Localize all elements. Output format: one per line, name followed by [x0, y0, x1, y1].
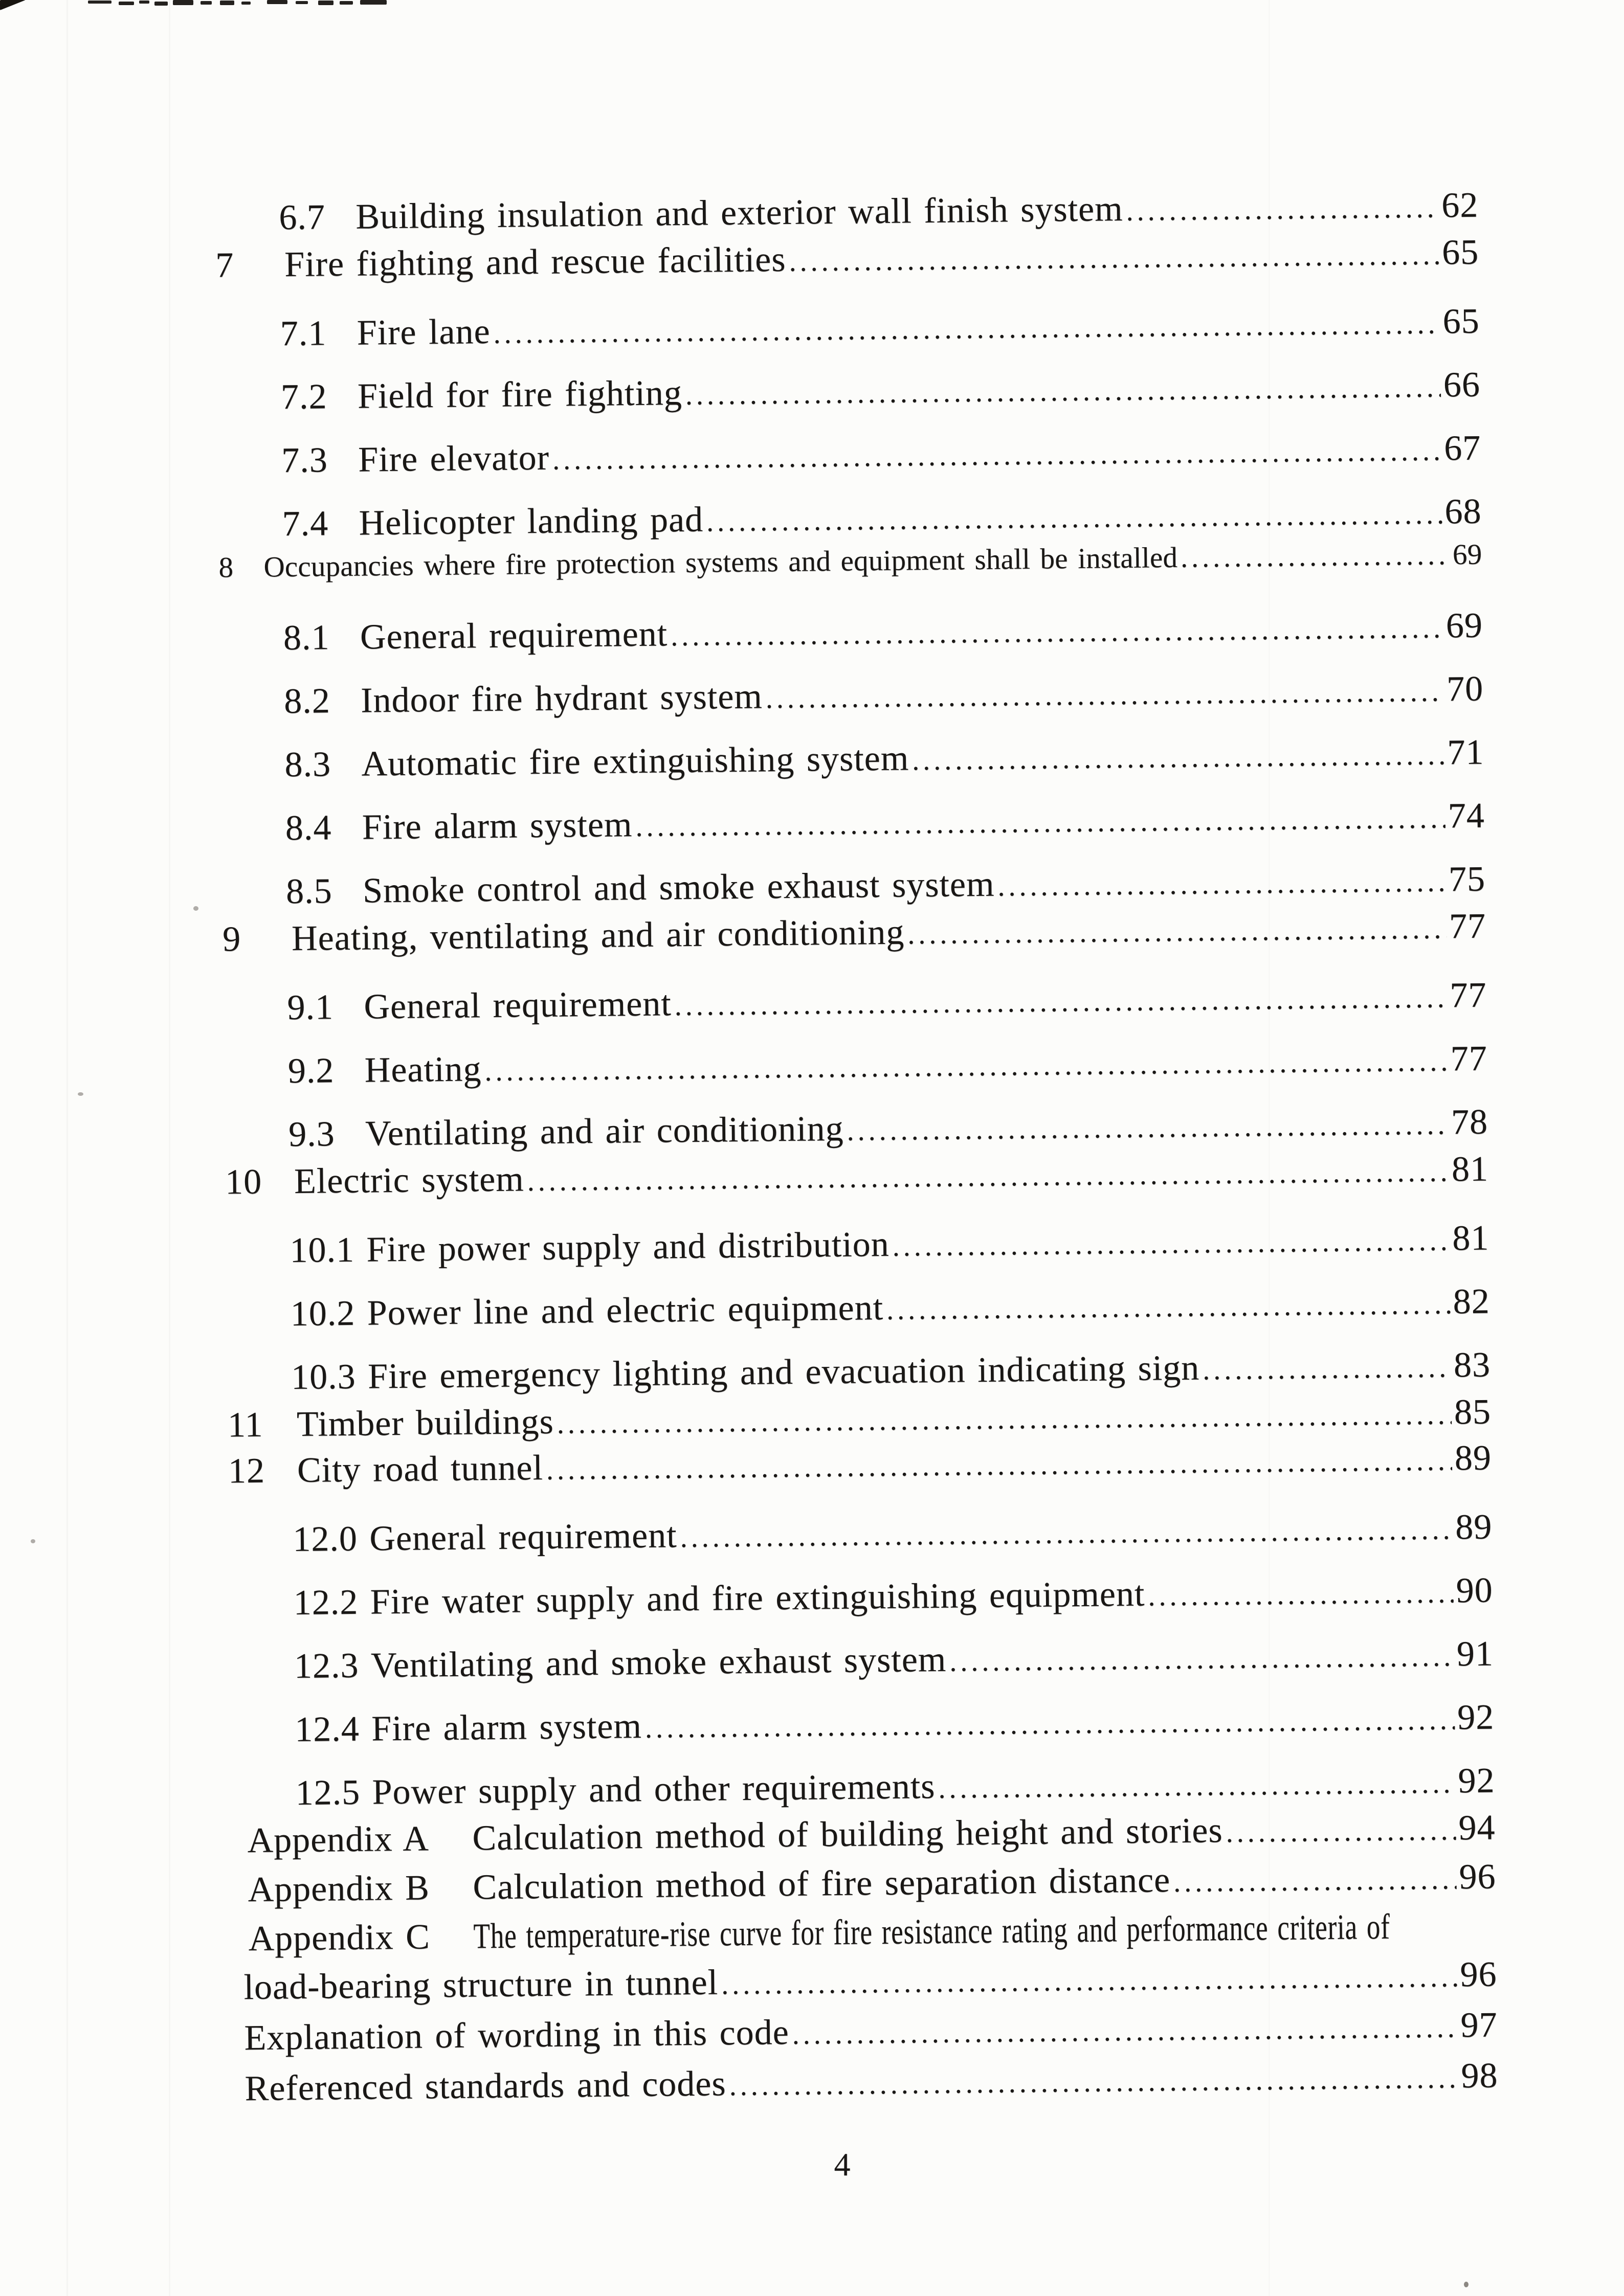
scan-artifact: [360, 0, 387, 5]
dot-leader: [789, 237, 1439, 281]
toc-entry-page: 89: [1455, 1507, 1493, 1547]
dot-leader: [938, 1765, 1456, 1808]
toc-entry-number: 8.5: [285, 871, 333, 912]
table-of-contents: [0, 187, 1498, 2112]
toc-entry: [18, 1907, 1497, 1960]
toc-entry-label: Power supply and other requirements: [372, 1767, 936, 1812]
toc-entry: [10, 1104, 1488, 1159]
dot-leader: [1226, 1812, 1456, 1852]
toc-entry-label: Fire elevator: [358, 438, 550, 480]
toc-entry-number: 9.1: [287, 987, 334, 1028]
toc-entry-number: 12.4: [294, 1709, 360, 1750]
toc-entry-number: 11: [227, 1405, 263, 1445]
toc-entry-page: 81: [1452, 1218, 1489, 1258]
toc-entry-label: Power line and electric equipment: [367, 1288, 884, 1333]
toc-entry-label: Fire power supply and distribution: [366, 1224, 890, 1270]
toc-entry-label: Indoor fire hydrant system: [360, 677, 763, 721]
toc-entry-page: 75: [1448, 859, 1486, 899]
toc-entry-label: Ventilating and air conditioning: [365, 1109, 844, 1154]
toc-entry-page: 97: [1460, 2005, 1498, 2045]
toc-entry: [13, 1393, 1492, 1449]
toc-entry-label: Automatic fire extinguishing system: [361, 738, 909, 784]
toc-entry-label: Calculation method of fire separation distance: [473, 1860, 1171, 1907]
toc-entry-number: 8.3: [284, 745, 331, 785]
toc-entry: [14, 1509, 1493, 1564]
dot-leader: [674, 979, 1447, 1025]
toc-entry-label: The temperature-rise curve for fire resistance rating and performance criteria of: [473, 1907, 1391, 1956]
toc-entry-page: 69: [1445, 605, 1483, 646]
toc-entry: [1, 234, 1479, 289]
toc-entry-page: 90: [1456, 1570, 1493, 1611]
toc-entry: [17, 1809, 1496, 1864]
toc-entry-number: Appendix A: [247, 1819, 430, 1861]
toc-entry-label: Heating, ventilating and air conditioning: [291, 912, 905, 959]
scan-artifact: [296, 1, 308, 4]
dot-leader: [527, 1153, 1449, 1200]
toc-entry-number: 7: [215, 245, 234, 285]
toc-entry-label: Fire water supply and fire extinguishing equipment: [370, 1574, 1145, 1622]
toc-entry-page: 77: [1450, 975, 1487, 1016]
toc-entry-page: 62: [1441, 185, 1479, 226]
dot-leader: [907, 910, 1447, 953]
toc-entry-number: 6.7: [278, 197, 326, 238]
toc-entry-number: 12.2: [293, 1582, 359, 1623]
toc-entry-label: Fire emergency lighting and evacuation indicating sign: [367, 1348, 1200, 1397]
toc-entry-number: 9.3: [288, 1114, 336, 1155]
scan-artifact: [267, 0, 287, 4]
dot-leader: [645, 1701, 1455, 1747]
toc-entry-number: 12.0: [293, 1519, 358, 1560]
toc-entry-number: 8.2: [283, 681, 331, 722]
scan-artifact: [0, 0, 26, 10]
dot-leader: [886, 1286, 1451, 1329]
toc-entry: [7, 797, 1485, 852]
toc-entry: [8, 977, 1487, 1032]
toc-entry-page: 78: [1451, 1102, 1488, 1142]
toc-entry-label: City road tunnel: [297, 1448, 544, 1491]
toc-entry-page: 96: [1459, 1857, 1496, 1897]
dot-leader: [671, 610, 1443, 655]
toc-entry-page: 70: [1446, 669, 1484, 709]
dot-leader: [1148, 1574, 1454, 1615]
toc-entry-number: Appendix C: [248, 1917, 431, 1959]
toc-entry-number: 10.3: [291, 1357, 356, 1398]
dot-leader: [706, 496, 1442, 541]
toc-entry-number: 8: [218, 551, 234, 584]
dot-leader: [729, 2060, 1459, 2105]
toc-entry: [15, 1635, 1494, 1691]
toc-entry: [5, 670, 1484, 726]
toc-entry-page: 82: [1453, 1281, 1490, 1322]
toc-entry-label: load-bearing structure in tunnel: [243, 1963, 719, 2008]
toc-entry-label: Smoke control and smoke exhaust system: [362, 864, 995, 911]
toc-entry: [17, 1858, 1496, 1914]
toc-entry-number: 7.3: [281, 440, 328, 481]
toc-entry-label: Building insulation and exterior wall finish system: [355, 189, 1123, 237]
scan-artifact: [139, 1, 149, 4]
toc-entry-number: 7.2: [280, 377, 327, 417]
toc-entry-page: 66: [1443, 365, 1481, 405]
toc-entry: [11, 1220, 1489, 1275]
toc-entry: [16, 1762, 1495, 1817]
dot-leader: [765, 673, 1444, 717]
dot-leader: [847, 1106, 1449, 1150]
toc-entry-number: 10.1: [290, 1230, 355, 1271]
toc-entry-page: 81: [1451, 1149, 1489, 1189]
toc-entry-page: 92: [1457, 1697, 1495, 1738]
toc-entry-page: 96: [1460, 1954, 1497, 1995]
dot-leader: [493, 306, 1440, 353]
toc-entry-number: 7.1: [280, 313, 327, 354]
dot-leader: [892, 1222, 1450, 1265]
scan-artifact: [318, 1, 333, 5]
toc-entry-label: Helicopter landing pad: [359, 500, 704, 543]
toc-entry-number: 8.4: [285, 808, 332, 848]
toc-entry: [7, 861, 1486, 916]
toc-entry-page: 83: [1453, 1345, 1491, 1385]
scan-artifact: [220, 1, 234, 5]
scan-artifact: [88, 1, 112, 4]
toc-entry: [3, 430, 1481, 485]
toc-entry-label: General requirement: [364, 984, 672, 1027]
scan-artifact: [173, 0, 193, 5]
toc-entry-page: 65: [1441, 232, 1479, 273]
toc-entry-page: 92: [1458, 1761, 1495, 1801]
scan-artifact: [340, 1, 353, 5]
toc-entry: [16, 1699, 1495, 1754]
toc-entry-number: 12: [228, 1451, 265, 1491]
dot-leader: [557, 1396, 1452, 1443]
scan-speck: [1464, 2282, 1469, 2287]
toc-entry: [1, 303, 1480, 358]
dot-leader: [997, 863, 1446, 905]
toc-entry-page: 68: [1444, 491, 1482, 532]
toc-entry: [0, 187, 1479, 242]
toc-entry-number: Appendix B: [248, 1868, 430, 1910]
page-number: 4: [834, 2146, 851, 2182]
toc-entry: [4, 539, 1482, 586]
toc-entry-label: Referenced standards and codes: [244, 2064, 727, 2109]
toc-entry: [3, 493, 1482, 548]
scan-artifact: [154, 2, 168, 6]
toc-entry: [2, 366, 1481, 421]
toc-entry-number: 12.3: [294, 1646, 359, 1686]
toc-entry-label: Timber buildings: [296, 1402, 554, 1445]
toc-entry-number: 10: [225, 1162, 262, 1202]
toc-entry-page: 71: [1447, 732, 1484, 773]
toc-entry-label: Heating: [364, 1049, 482, 1090]
toc-entry-page: 69: [1452, 538, 1482, 571]
toc-entry-label: Ventilating and smoke exhaust system: [370, 1639, 947, 1685]
dot-leader: [792, 2009, 1458, 2054]
toc-entry-label: Fire alarm system: [371, 1706, 642, 1749]
dot-leader: [721, 1959, 1458, 2004]
dot-leader: [1126, 190, 1439, 230]
toc-entry-number: 10.2: [290, 1293, 355, 1334]
dot-leader: [680, 1511, 1453, 1557]
toc-entry-label: Electric system: [294, 1159, 525, 1202]
toc-entry: [19, 2057, 1498, 2112]
toc-entry: [19, 2007, 1498, 2062]
toc-entry-number: 12.5: [295, 1772, 361, 1813]
toc-entry: [12, 1346, 1491, 1402]
toc-entry-label: Fire lane: [357, 311, 491, 353]
toc-entry-label: Fire alarm system: [362, 805, 633, 847]
toc-entry-page: 98: [1461, 2056, 1498, 2096]
dot-leader: [552, 433, 1442, 479]
dot-leader: [484, 1043, 1448, 1090]
toc-entry-label: Fire fighting and rescue facilities: [284, 239, 786, 285]
toc-entry-label: Explanation of wording in this code: [244, 2013, 790, 2058]
dot-leader: [949, 1638, 1454, 1680]
dot-leader: [1181, 539, 1451, 573]
toc-entry: [5, 607, 1483, 662]
scan-artifact: [119, 2, 134, 5]
toc-entry: [11, 1283, 1490, 1338]
dot-leader: [546, 1442, 1453, 1489]
dot-leader: [685, 369, 1441, 414]
toc-entry-number: 9.2: [287, 1051, 335, 1091]
scan-artifact: [201, 1, 212, 5]
toc-entry: [18, 1956, 1497, 2011]
toc-entry: [6, 734, 1484, 789]
toc-entry-page: 67: [1443, 428, 1481, 468]
toc-entry-number: 9: [222, 919, 241, 959]
toc-entry-page: 85: [1454, 1392, 1492, 1432]
scan-artifact: [241, 2, 251, 5]
toc-entry-page: 77: [1450, 1039, 1488, 1079]
dot-leader: [1203, 1349, 1452, 1389]
toc-entry: [9, 1040, 1487, 1095]
toc-entry-page: 74: [1448, 796, 1485, 836]
toc-entry-page: 65: [1442, 301, 1480, 342]
toc-entry: [14, 1572, 1493, 1627]
toc-entry-label: Calculation method of building height and stories: [472, 1811, 1223, 1858]
toc-entry-page: 91: [1456, 1634, 1494, 1674]
toc-entry-label: General requirement: [369, 1516, 677, 1559]
toc-entry-label: Field for fire fighting: [357, 373, 683, 416]
toc-entry: [13, 1439, 1492, 1495]
dot-leader: [635, 800, 1445, 846]
toc-entry: [8, 908, 1486, 963]
toc-entry-label: Occupancies where fire protection systems and equipment shall be installed: [263, 541, 1178, 583]
dot-leader: [1173, 1861, 1457, 1901]
toc-entry: [10, 1151, 1489, 1206]
toc-entry-page: 94: [1458, 1808, 1496, 1848]
toc-entry-page: 77: [1449, 906, 1486, 947]
toc-entry-label: General requirement: [360, 614, 668, 657]
toc-entry-page: 89: [1454, 1438, 1492, 1478]
toc-entry-number: 7.4: [282, 504, 329, 544]
toc-entry-number: 8.1: [283, 618, 330, 658]
dot-leader: [912, 736, 1445, 779]
